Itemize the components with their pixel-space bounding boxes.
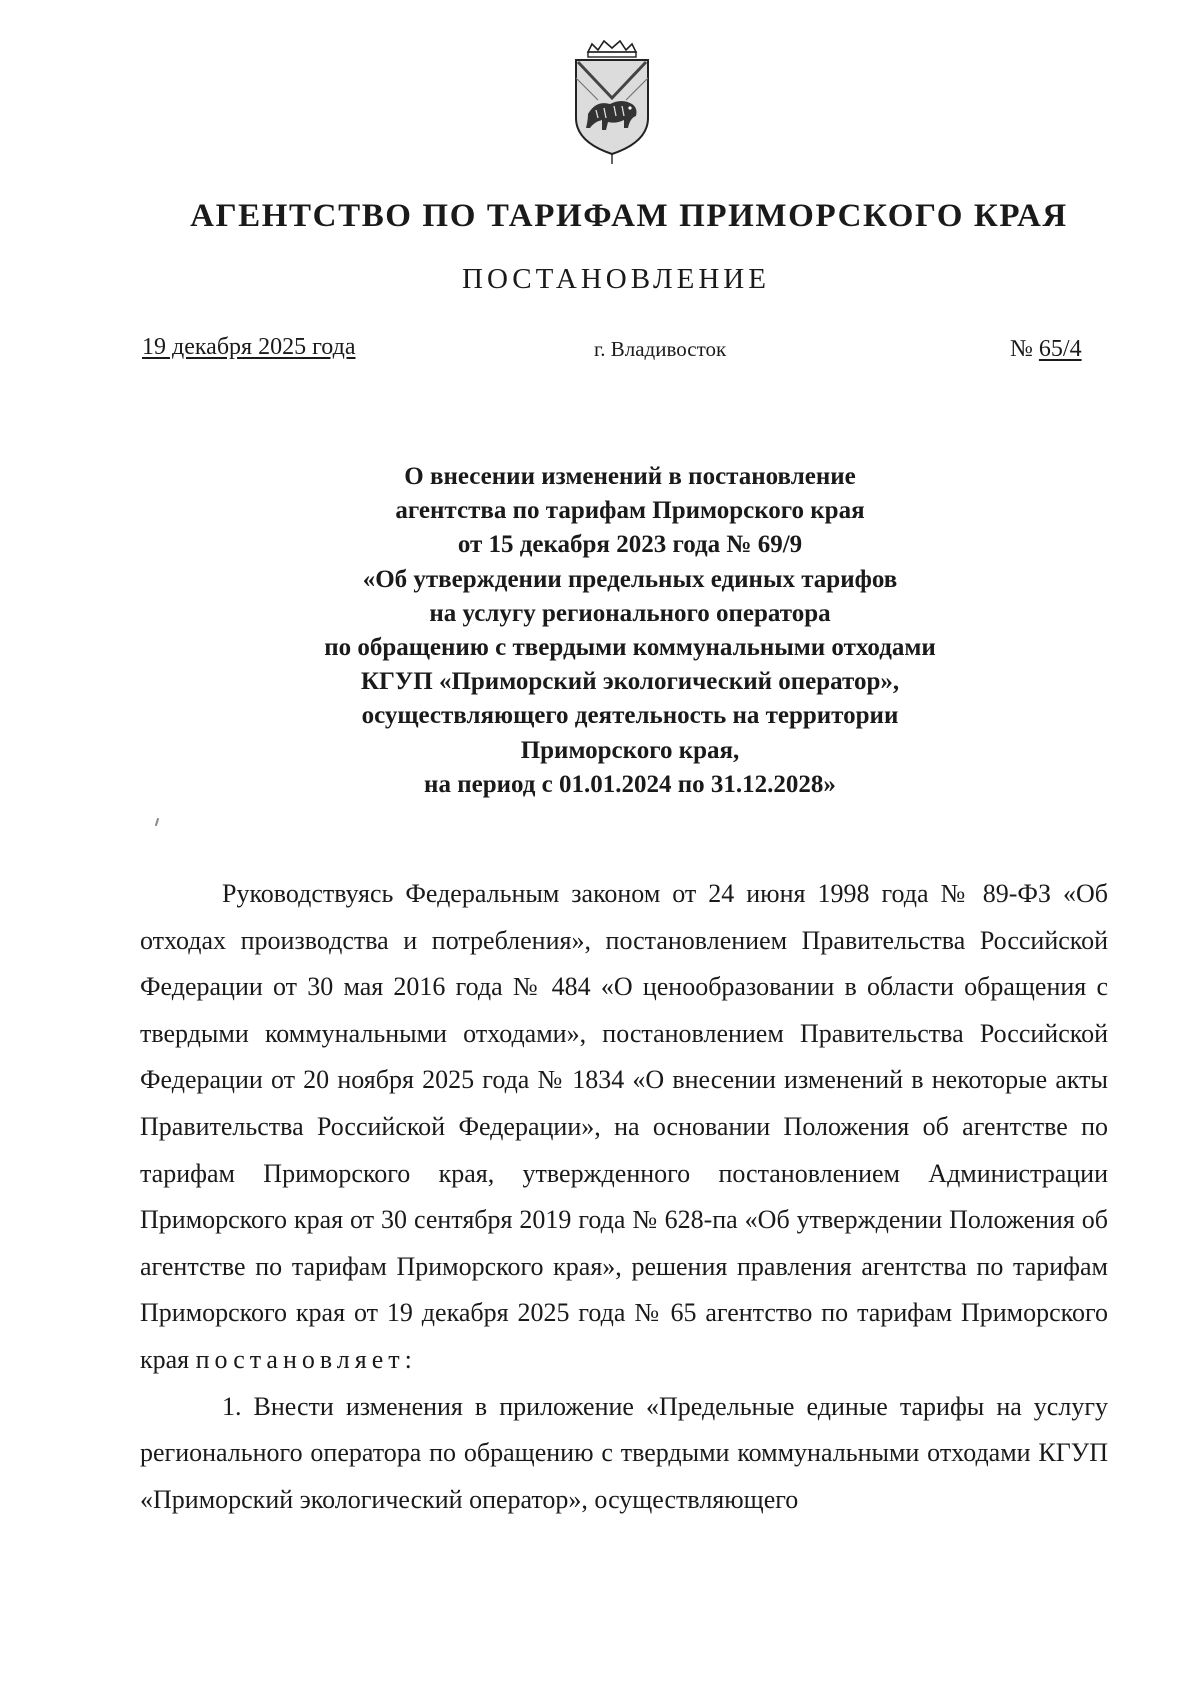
agency-name: АГЕНТСТВО ПО ТАРИФАМ ПРИМОРСКОГО КРАЯ [190,198,1068,234]
title-line: Приморского края, [520,736,740,764]
body-paragraph-text: Руководствуясь Федеральным законом от 24 июня 1998 года № 89-ФЗ «Об отходах производства и потребления», постановлением Правительства Российской Федерации от 30 мая 2016 года № 484 «О ценообразовании в области обращения с твердыми коммунальными отходами», постановлением Правительства Российской Федерации от 20 ноября 2025 года № 1834 «О внесении изменений в некоторые акты Правительства Российской Федерации», на основании Положения об агентстве по тарифам Приморского края, утвержденного постановлением Администрации Приморского края от 30 сентября 2019 года № 628-па «Об утверждении Положения об агентстве по тарифам Приморского края», решения правления агентства по тарифам Приморского края от 19 декабря 2025 года № 65 агентство по тарифам Приморского края [140,879,1108,1374]
scan-mark [155,818,159,826]
document-number-value: 65/4 [1038,336,1082,362]
document-number [1010,332,1082,366]
title-line: О внесении изменений в постановление [404,463,856,490]
title-line: «Об утверждении предельных единых тарифов [362,565,898,593]
title-line: от 15 декабря 2023 года № 69/9 [457,531,803,559]
document-title [160,460,1100,802]
document-number-prefix: № [1010,336,1033,362]
body-paragraph [140,871,1108,1384]
body-paragraph: 1. Внести изменения в приложение «Предельные единые тарифы на услугу регионального оператора по обращению с твердыми коммунальными отходами КГУП «Приморский экологический оператор», осуществляющего [140,1391,1108,1514]
document-type: ПОСТАНОВЛЕНИЕ [462,263,770,295]
title-line: осуществляющего деятельность на территории [361,702,899,730]
title-line: по обращению с твердыми коммунальными отходами [324,634,936,662]
title-line: КГУП «Приморский экологический оператор», [360,668,900,696]
title-line: агентства по тарифам Приморского края [395,497,865,525]
document-body [140,871,1108,1523]
coat-of-arms-icon [568,38,656,166]
title-line: на услугу регионального оператора [429,599,831,627]
decree-word: постановляет: [195,1344,417,1374]
title-line: на период с 01.01.2024 по 31.12.2028» [424,770,836,798]
document-city: г. Владивосток [594,337,727,361]
document-date: 19 декабря 2025 года [142,334,356,360]
